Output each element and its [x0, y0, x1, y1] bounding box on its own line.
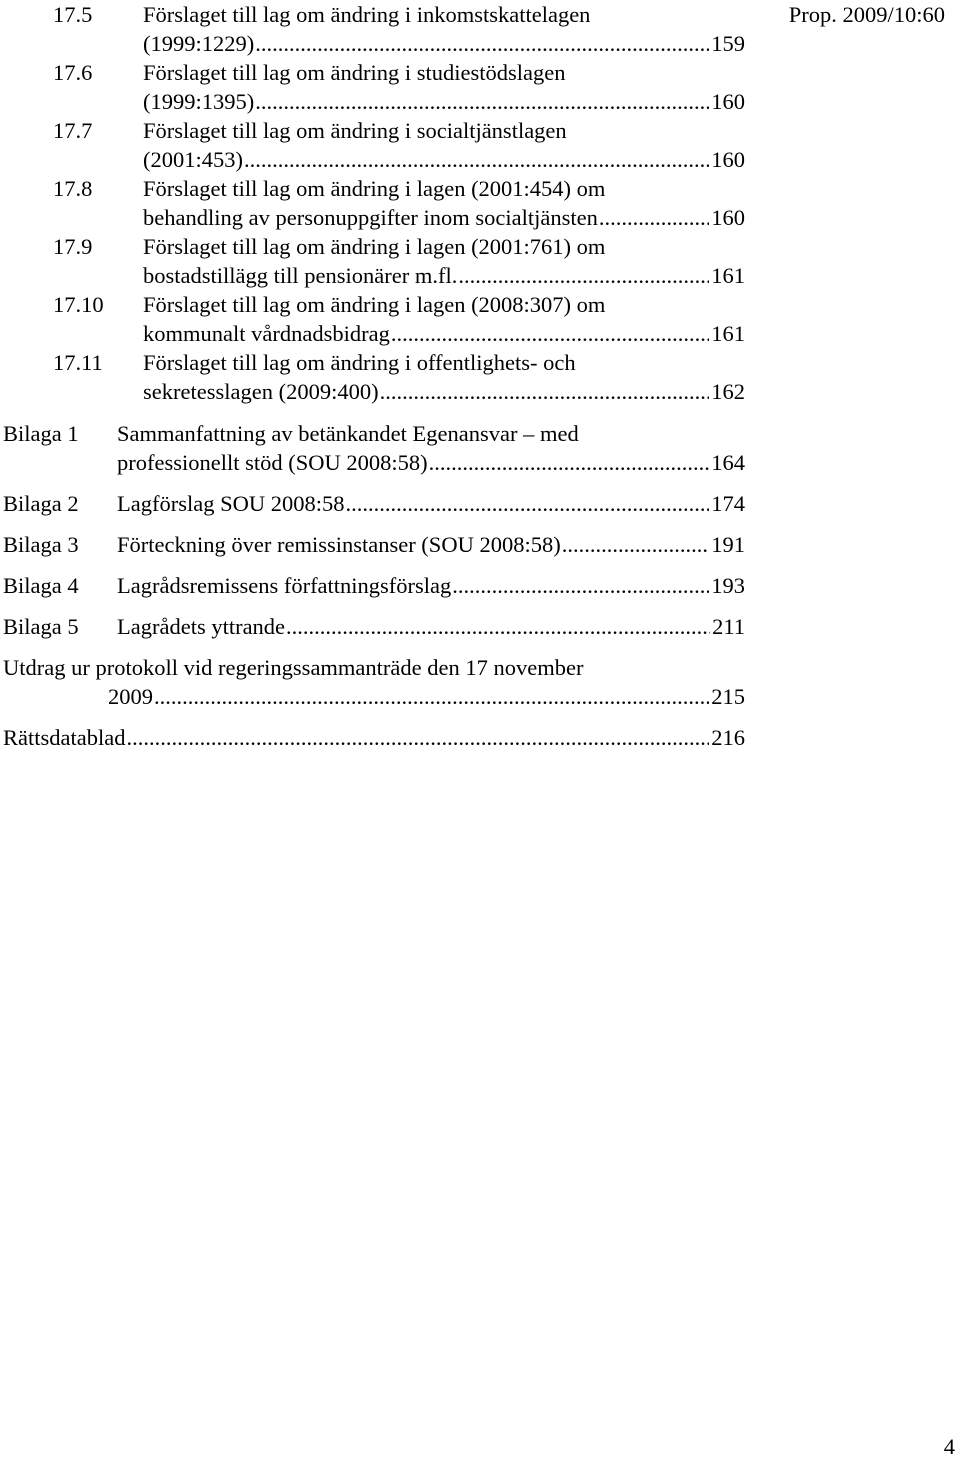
- toc-entry-title: Förslaget till lag om ändring i studiestödslagen: [143, 60, 566, 85]
- toc-page-number: 164: [711, 450, 745, 475]
- toc-entry-title: Lagrådets yttrande: [117, 614, 286, 639]
- dot-leader: [598, 203, 709, 232]
- toc-entry-title: Rättsdatablad: [3, 725, 126, 750]
- dot-leader: [285, 612, 710, 641]
- table-of-contents: [3, 0, 745, 752]
- page-number: 4: [943, 1434, 955, 1459]
- toc-entry-number: 17.5: [53, 2, 93, 27]
- toc-page-number: 161: [711, 263, 745, 288]
- toc-page-number: 160: [711, 147, 745, 172]
- toc-entry-title-cont: professionellt stöd (SOU 2008:58): [117, 450, 428, 475]
- bilaga-label: Bilaga 3: [3, 532, 79, 557]
- toc-entry-protocol[interactable]: [3, 653, 745, 711]
- dot-leader: [390, 319, 709, 348]
- dot-leader: [153, 682, 709, 711]
- toc-entry-17-5[interactable]: [3, 0, 745, 58]
- toc-entry-17-10[interactable]: [3, 290, 745, 348]
- toc-entry-title: Förteckning över remissinstanser (SOU 2008:58): [117, 532, 561, 557]
- toc-entry-bilaga-2[interactable]: [3, 489, 745, 518]
- dot-leader: [254, 87, 709, 116]
- toc-entry-number: 17.7: [53, 118, 93, 143]
- dot-leader: [344, 489, 709, 518]
- toc-entry-title: Förslaget till lag om ändring i offentlighets- och: [143, 350, 576, 375]
- toc-entry-bilaga-1[interactable]: [3, 419, 745, 477]
- toc-page-number: 193: [711, 573, 745, 598]
- dot-leader: [457, 261, 709, 290]
- dot-leader: [561, 530, 710, 559]
- dot-leader: [125, 723, 709, 752]
- toc-entry-title-cont: (2001:453): [143, 147, 243, 172]
- toc-page-number: 211: [712, 614, 745, 639]
- toc-page-number: 174: [711, 491, 745, 516]
- toc-entry-title: Lagförslag SOU 2008:58: [117, 491, 345, 516]
- toc-entry-17-7[interactable]: [3, 116, 745, 174]
- toc-entry-number: 17.10: [53, 292, 104, 317]
- toc-entry-title: Utdrag ur protokoll vid regeringssammanträde den 17 november: [3, 655, 584, 680]
- toc-entry-title-cont: kommunalt vårdnadsbidrag: [143, 321, 390, 346]
- toc-entry-title: Förslaget till lag om ändring i lagen (2008:307) om: [143, 292, 606, 317]
- toc-entry-bilaga-4[interactable]: [3, 571, 745, 600]
- dot-leader: [428, 448, 710, 477]
- toc-page-number: 160: [711, 205, 745, 230]
- bilaga-label: Bilaga 4: [3, 573, 79, 598]
- bilaga-label: Bilaga 1: [3, 421, 79, 446]
- toc-entry-number: 17.11: [53, 350, 103, 375]
- toc-entry-title-cont: behandling av personuppgifter inom socialtjänsten: [143, 205, 598, 230]
- bilaga-label: Bilaga 5: [3, 614, 79, 639]
- toc-page-number: 162: [711, 379, 745, 404]
- dot-leader: [451, 571, 709, 600]
- toc-entry-title: Förslaget till lag om ändring i lagen (2001:761) om: [143, 234, 606, 259]
- toc-entry-bilaga-5[interactable]: [3, 612, 745, 641]
- toc-entry-title: Sammanfattning av betänkandet Egenansvar – med: [117, 421, 579, 446]
- toc-page-number: 160: [711, 89, 745, 114]
- toc-entry-title-cont: (1999:1395): [143, 89, 255, 114]
- toc-entry-title: Förslaget till lag om ändring i socialtjänstlagen: [143, 118, 567, 143]
- dot-leader: [254, 29, 709, 58]
- toc-entry-bilaga-3[interactable]: [3, 530, 745, 559]
- dot-leader: [243, 145, 709, 174]
- toc-page-number: 215: [711, 684, 745, 709]
- toc-entry-number: 17.6: [53, 60, 93, 85]
- toc-entry-17-6[interactable]: [3, 58, 745, 116]
- toc-page-number: 191: [711, 532, 745, 557]
- dot-leader: [379, 377, 710, 406]
- toc-entry-title: Förslaget till lag om ändring i inkomstskattelagen: [143, 2, 591, 27]
- toc-page-number: 216: [711, 725, 745, 750]
- toc-entry-title: Förslaget till lag om ändring i lagen (2001:454) om: [143, 176, 606, 201]
- toc-entry-number: 17.9: [53, 234, 93, 259]
- toc-entry-17-9[interactable]: [3, 232, 745, 290]
- toc-entry-title: Lagrådsremissens författningsförslag: [117, 573, 452, 598]
- toc-page-number: 159: [711, 31, 745, 56]
- document-reference: Prop. 2009/10:60: [788, 2, 945, 27]
- toc-entry-title-cont: 2009: [108, 684, 153, 709]
- toc-entry-title-cont: (1999:1229): [143, 31, 255, 56]
- toc-entry-title-cont: sekretesslagen (2009:400): [143, 379, 379, 404]
- bilaga-label: Bilaga 2: [3, 491, 79, 516]
- toc-entry-17-11[interactable]: [3, 348, 745, 406]
- toc-entry-rattsdatablad[interactable]: [3, 723, 745, 752]
- toc-page-number: 161: [711, 321, 745, 346]
- toc-entry-title-cont: bostadstillägg till pensionärer m.fl.: [143, 263, 458, 288]
- toc-entry-17-8[interactable]: [3, 174, 745, 232]
- toc-entry-number: 17.8: [53, 176, 93, 201]
